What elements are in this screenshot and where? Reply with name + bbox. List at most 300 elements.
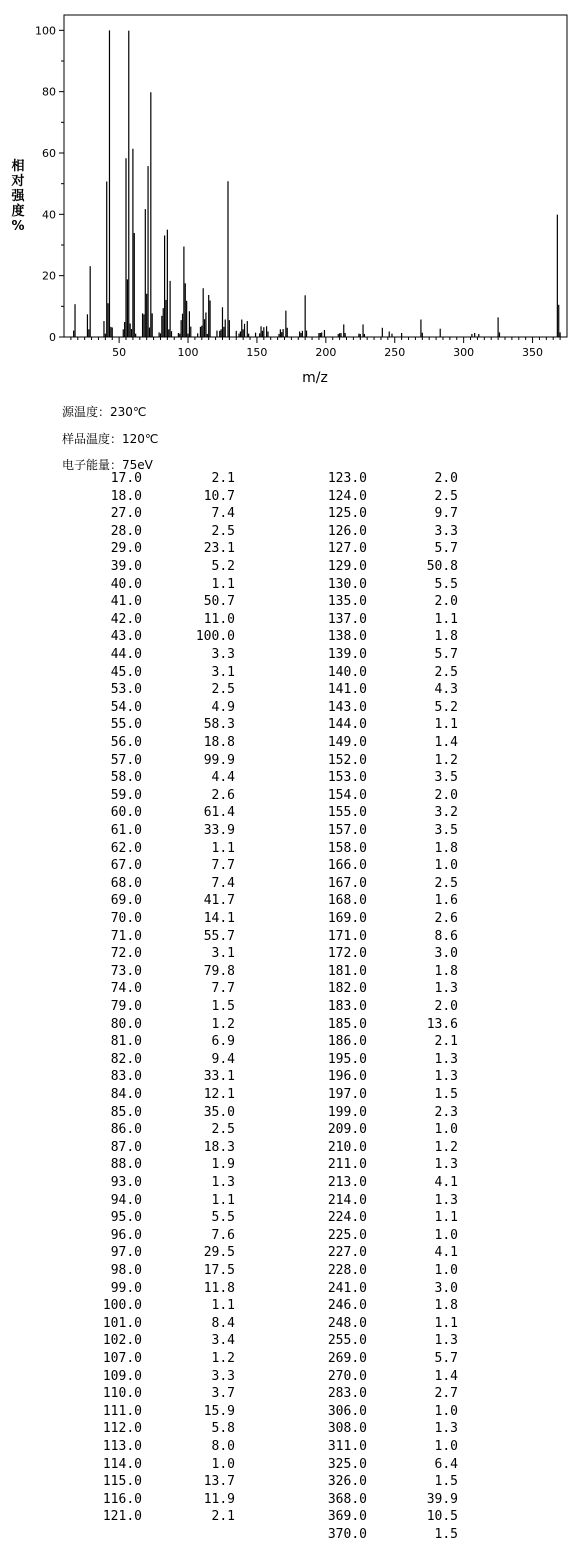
mz-cell: 100.0 (102, 1298, 142, 1314)
intensity-cell: 2.5 (211, 523, 235, 539)
mz-cell: 42.0 (110, 611, 142, 627)
mz-cell: 168.0 (327, 893, 367, 909)
intensity-cell: 33.1 (203, 1069, 235, 1085)
intensity-cell: 41.7 (203, 893, 235, 909)
mz-cell: 368.0 (327, 1491, 367, 1507)
mz-cell: 248.0 (327, 1315, 367, 1331)
table-row (0, 1280, 570, 1298)
table-row (0, 1244, 570, 1262)
condition-value: 75eV (122, 458, 153, 472)
intensity-cell: 11.8 (203, 1280, 235, 1296)
intensity-cell: 1.0 (434, 1122, 458, 1138)
intensity-cell: 5.7 (434, 541, 458, 557)
mz-cell: 308.0 (327, 1421, 367, 1437)
mz-cell: 61.0 (110, 823, 142, 838)
mz-cell: 125.0 (327, 506, 367, 522)
x-tick-label: 150 (246, 346, 268, 359)
intensity-cell: 1.1 (211, 1192, 235, 1208)
mz-cell: 144.0 (327, 717, 367, 733)
table-row (0, 1174, 570, 1192)
table-row (0, 857, 570, 875)
mz-cell: 84.0 (110, 1087, 142, 1102)
table-row (0, 505, 570, 523)
mz-cell: 153.0 (327, 770, 367, 786)
y-axis-label-char: 度 (11, 204, 25, 219)
intensity-cell: 1.0 (434, 858, 458, 874)
intensity-cell: 1.4 (434, 735, 458, 750)
spectrum-peaks (74, 30, 560, 337)
mz-cell: 45.0 (110, 664, 142, 680)
intensity-cell: 1.3 (434, 981, 458, 997)
mz-cell: 62.0 (110, 840, 142, 856)
mz-cell: 183.0 (327, 999, 367, 1014)
intensity-cell: 13.6 (426, 1016, 458, 1032)
intensity-cell: 1.3 (434, 1157, 458, 1173)
table-row (0, 804, 570, 822)
mz-cell: 228.0 (327, 1263, 367, 1278)
mz-cell: 96.0 (110, 1227, 142, 1243)
intensity-cell: 2.5 (211, 1122, 235, 1138)
mz-cell: 107.0 (102, 1351, 142, 1366)
intensity-cell: 2.6 (211, 787, 235, 803)
intensity-cell: 4.1 (434, 1245, 458, 1261)
intensity-cell: 1.1 (211, 576, 235, 592)
x-tick-label: 200 (315, 346, 337, 359)
intensity-cell: 1.1 (211, 1298, 235, 1314)
condition-label: 电子能量： (62, 458, 123, 472)
mz-cell: 181.0 (327, 963, 367, 979)
y-tick-label: 80 (42, 85, 56, 99)
mz-cell: 56.0 (110, 735, 142, 750)
mz-cell: 169.0 (327, 911, 367, 926)
intensity-cell: 17.5 (203, 1263, 235, 1278)
intensity-cell: 5.7 (434, 1351, 458, 1366)
intensity-cell: 1.1 (434, 1210, 458, 1226)
mz-cell: 186.0 (327, 1034, 367, 1050)
mz-cell: 139.0 (327, 647, 367, 662)
mz-cell: 110.0 (102, 1386, 142, 1402)
intensity-cell: 1.0 (211, 1456, 235, 1472)
mz-cell: 41.0 (110, 594, 142, 610)
intensity-cell: 7.7 (211, 981, 235, 997)
mass-spectrum-chart (0, 0, 570, 390)
mz-cell: 115.0 (102, 1474, 142, 1490)
mz-cell: 158.0 (327, 840, 367, 856)
mz-cell: 86.0 (110, 1122, 142, 1138)
table-row (0, 1209, 570, 1227)
mz-cell: 54.0 (110, 699, 142, 715)
intensity-cell: 3.1 (211, 946, 235, 962)
mz-cell: 197.0 (327, 1087, 367, 1102)
intensity-cell: 1.2 (434, 752, 458, 768)
intensity-cell: 10.5 (426, 1509, 458, 1525)
intensity-cell: 1.5 (434, 1087, 458, 1102)
mz-cell: 99.0 (110, 1280, 142, 1296)
intensity-cell: 7.7 (211, 858, 235, 874)
intensity-cell: 5.7 (434, 647, 458, 662)
intensity-cell: 5.5 (211, 1210, 235, 1226)
intensity-cell: 1.2 (211, 1016, 235, 1032)
intensity-cell: 23.1 (203, 541, 235, 557)
table-row (0, 699, 570, 717)
table-row (0, 945, 570, 963)
intensity-cell: 1.3 (434, 1333, 458, 1349)
mz-cell: 224.0 (327, 1210, 367, 1226)
intensity-cell: 100.0 (195, 629, 235, 645)
table-row (0, 540, 570, 558)
table-row (0, 910, 570, 928)
intensity-cell: 1.3 (434, 1421, 458, 1437)
intensity-cell: 1.2 (211, 1351, 235, 1366)
table-row (0, 1403, 570, 1421)
mz-cell: 95.0 (110, 1210, 142, 1226)
y-tick-label: 0 (49, 331, 56, 344)
mz-cell: 109.0 (102, 1368, 142, 1384)
mz-cell: 152.0 (327, 752, 367, 768)
table-row (0, 1385, 570, 1403)
mz-cell: 185.0 (327, 1016, 367, 1032)
intensity-cell: 15.9 (203, 1403, 235, 1419)
intensity-cell: 14.1 (203, 911, 235, 926)
mz-cell: 214.0 (327, 1192, 367, 1208)
intensity-cell: 35.0 (203, 1104, 235, 1120)
table-row (0, 1438, 570, 1456)
table-row (0, 734, 570, 752)
mz-cell: 269.0 (327, 1351, 367, 1366)
mz-cell: 127.0 (327, 541, 367, 557)
x-tick-label: 300 (453, 346, 475, 359)
mz-cell: 79.0 (110, 999, 142, 1014)
mz-cell: 124.0 (327, 488, 367, 504)
mz-cell: 101.0 (102, 1315, 142, 1331)
intensity-cell: 4.9 (211, 699, 235, 715)
intensity-cell: 1.2 (434, 1139, 458, 1155)
mz-cell: 55.0 (110, 717, 142, 733)
intensity-cell: 3.1 (211, 664, 235, 680)
mz-cell: 326.0 (327, 1474, 367, 1490)
mz-cell: 40.0 (110, 576, 142, 592)
intensity-cell: 1.4 (434, 1368, 458, 1384)
intensity-cell: 2.1 (211, 1509, 235, 1525)
table-row (0, 523, 570, 541)
table-row (0, 1227, 570, 1245)
mz-cell: 83.0 (110, 1069, 142, 1085)
mz-cell: 182.0 (327, 981, 367, 997)
mz-cell: 227.0 (327, 1245, 367, 1261)
intensity-cell: 2.6 (434, 911, 458, 926)
table-row (0, 1420, 570, 1438)
intensity-cell: 1.3 (434, 1192, 458, 1208)
intensity-cell: 4.1 (434, 1175, 458, 1190)
mz-cell: 111.0 (102, 1403, 142, 1419)
mz-cell: 130.0 (327, 576, 367, 592)
y-tick-label: 40 (42, 208, 56, 222)
mz-cell: 67.0 (110, 858, 142, 874)
intensity-cell: 3.7 (211, 1386, 235, 1402)
mz-cell: 325.0 (327, 1456, 367, 1472)
table-row (0, 611, 570, 629)
table-row (0, 1456, 570, 1474)
table-row (0, 1473, 570, 1491)
table-row (0, 1156, 570, 1174)
intensity-cell: 1.0 (434, 1263, 458, 1278)
mz-cell: 157.0 (327, 823, 367, 838)
intensity-cell: 1.6 (434, 893, 458, 909)
intensity-cell: 3.3 (211, 647, 235, 662)
intensity-cell: 1.5 (434, 1527, 458, 1542)
intensity-cell: 50.7 (203, 594, 235, 610)
mz-cell: 98.0 (110, 1263, 142, 1278)
mz-cell: 210.0 (327, 1139, 367, 1155)
y-axis-label-char: 强 (11, 189, 25, 204)
table-row (0, 1121, 570, 1139)
intensity-cell: 8.4 (211, 1315, 235, 1331)
table-row (0, 576, 570, 594)
condition-value: 120℃ (122, 432, 159, 446)
intensity-cell: 3.0 (434, 1280, 458, 1296)
table-row (0, 1350, 570, 1368)
intensity-cell: 9.4 (211, 1051, 235, 1067)
table-row (0, 1192, 570, 1210)
mz-cell: 270.0 (327, 1368, 367, 1384)
mz-cell: 166.0 (327, 858, 367, 874)
intensity-cell: 8.6 (434, 928, 458, 944)
mz-cell: 87.0 (110, 1139, 142, 1155)
intensity-cell: 2.5 (434, 664, 458, 680)
intensity-cell: 1.0 (434, 1403, 458, 1419)
intensity-cell: 7.4 (211, 875, 235, 891)
mz-cell: 94.0 (110, 1192, 142, 1208)
intensity-cell: 11.0 (203, 611, 235, 627)
table-row (0, 593, 570, 611)
intensity-cell: 3.0 (434, 946, 458, 962)
table-row (0, 769, 570, 787)
mz-cell: 225.0 (327, 1227, 367, 1243)
mz-cell: 70.0 (110, 911, 142, 926)
condition-label: 源温度： (62, 405, 111, 419)
mz-cell: 129.0 (327, 559, 367, 574)
mz-cell: 113.0 (102, 1439, 142, 1454)
mz-cell: 53.0 (110, 682, 142, 698)
intensity-cell: 39.9 (426, 1491, 458, 1507)
table-row (0, 1526, 570, 1544)
mz-cell: 60.0 (110, 805, 142, 821)
mz-cell: 69.0 (110, 893, 142, 909)
intensity-cell: 2.1 (211, 471, 235, 486)
intensity-cell: 55.7 (203, 928, 235, 944)
y-tick-label: 20 (42, 269, 56, 283)
intensity-cell: 2.5 (211, 682, 235, 698)
table-row (0, 892, 570, 910)
intensity-cell: 5.8 (211, 1421, 235, 1437)
intensity-cell: 79.8 (203, 963, 235, 979)
y-tick-label: 60 (42, 147, 56, 160)
intensity-cell: 8.0 (211, 1439, 235, 1454)
intensity-cell: 58.3 (203, 717, 235, 733)
table-row (0, 470, 570, 488)
mz-cell: 102.0 (102, 1333, 142, 1349)
table-row (0, 1051, 570, 1069)
intensity-cell: 61.4 (203, 805, 235, 821)
y-axis-label-char: 对 (11, 174, 25, 189)
y-axis-label (10, 158, 25, 234)
intensity-cell: 2.0 (434, 999, 458, 1014)
mz-cell: 114.0 (102, 1456, 142, 1472)
mz-cell: 28.0 (110, 523, 142, 539)
mz-cell: 283.0 (327, 1386, 367, 1402)
table-row (0, 875, 570, 893)
intensity-cell: 3.2 (434, 805, 458, 821)
mz-cell: 209.0 (327, 1122, 367, 1138)
table-row (0, 1139, 570, 1157)
tick-labels (35, 24, 543, 359)
mz-cell: 211.0 (327, 1157, 367, 1173)
mz-cell: 246.0 (327, 1298, 367, 1314)
intensity-cell: 3.3 (434, 523, 458, 539)
intensity-cell: 7.4 (211, 506, 235, 522)
intensity-cell: 50.8 (426, 559, 458, 574)
mz-cell: 138.0 (327, 629, 367, 645)
mz-cell: 80.0 (110, 1016, 142, 1032)
mz-cell: 85.0 (110, 1104, 142, 1120)
intensity-cell: 1.3 (211, 1175, 235, 1190)
mz-cell: 306.0 (327, 1403, 367, 1419)
mz-cell: 126.0 (327, 523, 367, 539)
intensity-cell: 7.6 (211, 1227, 235, 1243)
table-row (0, 1368, 570, 1386)
table-row (0, 1033, 570, 1051)
y-tick-label: 100 (35, 24, 56, 38)
intensity-cell: 1.8 (434, 840, 458, 856)
intensity-cell: 1.3 (434, 1051, 458, 1067)
intensity-cell: 2.1 (434, 1034, 458, 1050)
intensity-cell: 2.0 (434, 471, 458, 486)
intensity-cell: 1.8 (434, 963, 458, 979)
mz-cell: 199.0 (327, 1104, 367, 1120)
table-row (0, 1104, 570, 1122)
table-row (0, 787, 570, 805)
mz-cell: 43.0 (110, 629, 142, 645)
table-row (0, 716, 570, 734)
intensity-cell: 10.7 (203, 488, 235, 504)
intensity-cell: 11.9 (203, 1491, 235, 1507)
intensity-cell: 3.5 (434, 770, 458, 786)
table-row (0, 681, 570, 699)
mz-cell: 370.0 (327, 1527, 367, 1542)
mz-cell: 82.0 (110, 1051, 142, 1067)
intensity-cell: 5.2 (211, 559, 235, 574)
mz-cell: 44.0 (110, 647, 142, 662)
mz-cell: 255.0 (327, 1333, 367, 1349)
y-axis-label-char: % (11, 219, 25, 234)
mz-cell: 140.0 (327, 664, 367, 680)
mz-cell: 172.0 (327, 946, 367, 962)
table-row (0, 822, 570, 840)
mz-cell: 123.0 (327, 471, 367, 486)
intensity-cell: 2.5 (434, 875, 458, 891)
intensity-cell: 12.1 (203, 1087, 235, 1102)
mz-cell: 121.0 (102, 1509, 142, 1525)
mz-cell: 74.0 (110, 981, 142, 997)
intensity-cell: 3.5 (434, 823, 458, 838)
intensity-cell: 4.4 (211, 770, 235, 786)
mz-cell: 116.0 (102, 1491, 142, 1507)
mz-cell: 39.0 (110, 559, 142, 574)
table-row (0, 1262, 570, 1280)
intensity-cell: 13.7 (203, 1474, 235, 1490)
mz-cell: 154.0 (327, 787, 367, 803)
intensity-cell: 2.0 (434, 787, 458, 803)
mz-cell: 112.0 (102, 1421, 142, 1437)
y-axis-label-char: 相 (11, 159, 25, 174)
table-row (0, 1508, 570, 1526)
table-row (0, 840, 570, 858)
mz-cell: 195.0 (327, 1051, 367, 1067)
intensity-cell: 18.3 (203, 1139, 235, 1155)
x-axis-label: m/z (302, 370, 328, 386)
intensity-cell: 1.0 (434, 1439, 458, 1454)
table-row (0, 980, 570, 998)
mz-cell: 135.0 (327, 594, 367, 610)
mz-cell: 97.0 (110, 1245, 142, 1261)
mz-cell: 71.0 (110, 928, 142, 944)
table-row (0, 628, 570, 646)
intensity-cell: 99.9 (203, 752, 235, 768)
table-row (0, 1016, 570, 1034)
intensity-cell: 2.3 (434, 1104, 458, 1120)
intensity-cell: 1.3 (434, 1069, 458, 1085)
intensity-cell: 29.5 (203, 1245, 235, 1261)
intensity-cell: 1.9 (211, 1157, 235, 1173)
table-row (0, 1086, 570, 1104)
mz-cell: 213.0 (327, 1175, 367, 1190)
mz-cell: 171.0 (327, 928, 367, 944)
table-row (0, 752, 570, 770)
mz-cell: 68.0 (110, 875, 142, 891)
x-tick-label: 250 (384, 346, 406, 359)
source-temperature (62, 403, 146, 420)
mz-cell: 93.0 (110, 1175, 142, 1190)
mz-cell: 167.0 (327, 875, 367, 891)
intensity-cell: 5.5 (434, 576, 458, 592)
table-row (0, 1332, 570, 1350)
intensity-cell: 5.2 (434, 699, 458, 715)
intensity-cell: 18.8 (203, 735, 235, 750)
mz-cell: 58.0 (110, 770, 142, 786)
table-row (0, 1491, 570, 1509)
mz-cell: 143.0 (327, 699, 367, 715)
mz-cell: 369.0 (327, 1509, 367, 1525)
intensity-cell: 1.1 (434, 611, 458, 627)
intensity-cell: 6.4 (434, 1456, 458, 1472)
mz-cell: 72.0 (110, 946, 142, 962)
intensity-cell: 33.9 (203, 823, 235, 838)
plot-frame (64, 15, 567, 337)
mz-cell: 81.0 (110, 1034, 142, 1050)
x-tick-label: 50 (112, 346, 127, 359)
table-row (0, 1315, 570, 1333)
intensity-cell: 3.3 (211, 1368, 235, 1384)
sample-temperature (62, 430, 158, 447)
table-row (0, 664, 570, 682)
table-row (0, 1068, 570, 1086)
intensity-cell: 2.0 (434, 594, 458, 610)
intensity-cell: 1.1 (211, 840, 235, 856)
intensity-cell: 1.1 (434, 717, 458, 733)
intensity-cell: 2.5 (434, 488, 458, 504)
condition-value: 230℃ (110, 405, 147, 419)
mz-cell: 27.0 (110, 506, 142, 522)
